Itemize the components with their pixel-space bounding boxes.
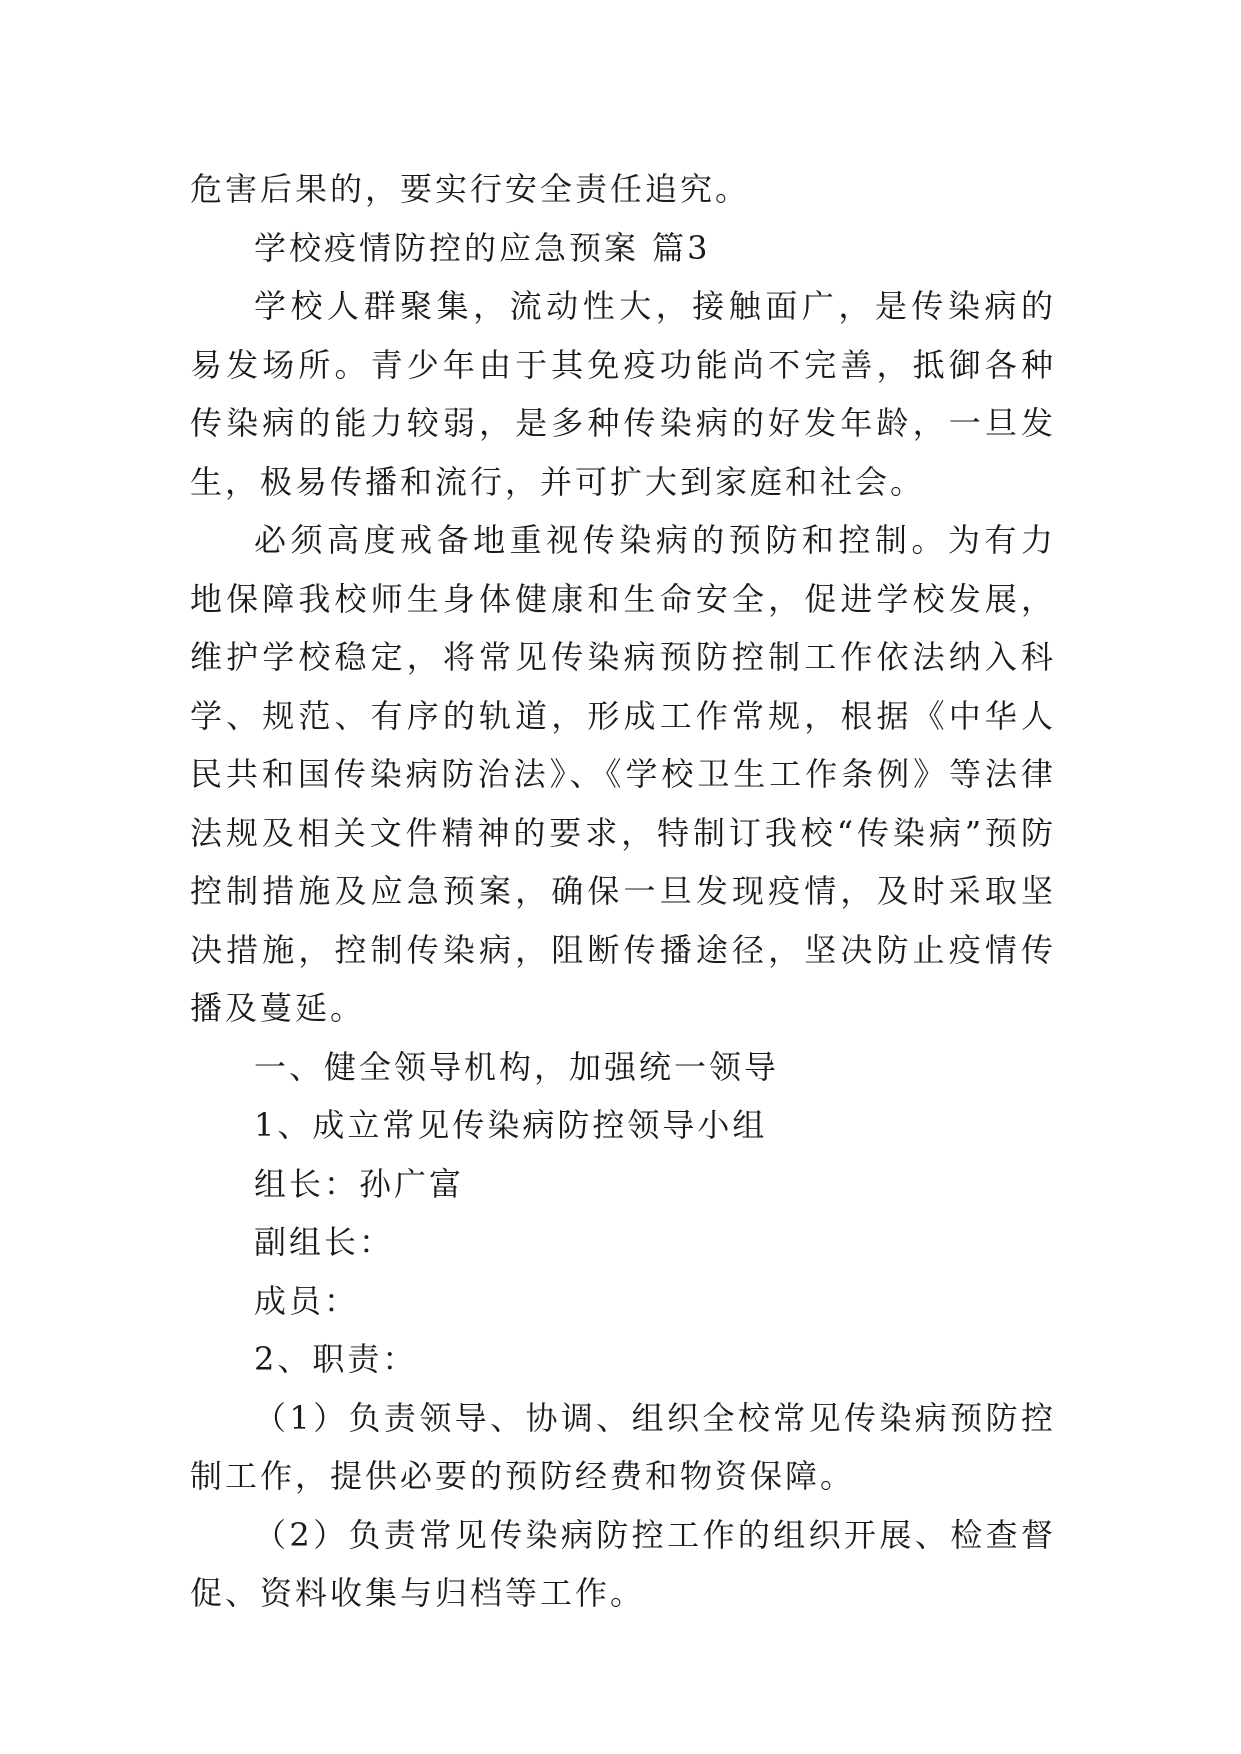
duty-1: （1）负责领导、协调、组织全校常见传染病预防控制工作，提供必要的预防经费和物资保障。 [190, 1398, 1056, 1495]
item-duties: 2、职责： [254, 1340, 418, 1378]
document-body [190, 160, 1056, 1623]
paragraph-purpose: 必须高度戒备地重视传染病的预防和控制。为有力地保障我校师生身体健康和生命安全，促进学校发展，维护学校稳定，将常见传染病预防控制工作依法纳入科学、规范、有序的轨道，形成工作常规，根据《中华人民共和国传染病防治法》、《学校卫生工作条例》等法律法规及相关文件精神的要求，特制订我校“传染病”预防控制措施及应急预案，确保一旦发现疫情，及时采取坚决措施，控制传染病，阻断传播途径，坚决防止疫情传播及蔓延。 [190, 521, 1056, 1027]
paragraph-continuation: 危害后果的，要实行安全责任追究。 [190, 170, 751, 208]
section-heading: 学校疫情防控的应急预案 篇3 [254, 228, 711, 267]
duty-2: （2）负责常见传染病防控工作的组织开展、检查督促、资料收集与归档等工作。 [190, 1515, 1056, 1612]
paragraph-intro: 学校人群聚集，流动性大，接触面广，是传染病的易发场所。青少年由于其免疫功能尚不完善，抵御各种传染病的能力较弱，是多种传染病的好发年龄，一旦发生，极易传播和流行，并可扩大到家庭和社会。 [190, 287, 1056, 501]
item-members: 成员： [254, 1281, 360, 1320]
item-establish-group: 1、成立常见传染病防控领导小组 [254, 1106, 768, 1144]
item-group-leader: 组长：孙广富 [254, 1164, 465, 1203]
subheading-leadership: 一、健全领导机构，加强统一领导 [254, 1047, 780, 1086]
item-deputy-leader: 副组长： [254, 1223, 395, 1261]
